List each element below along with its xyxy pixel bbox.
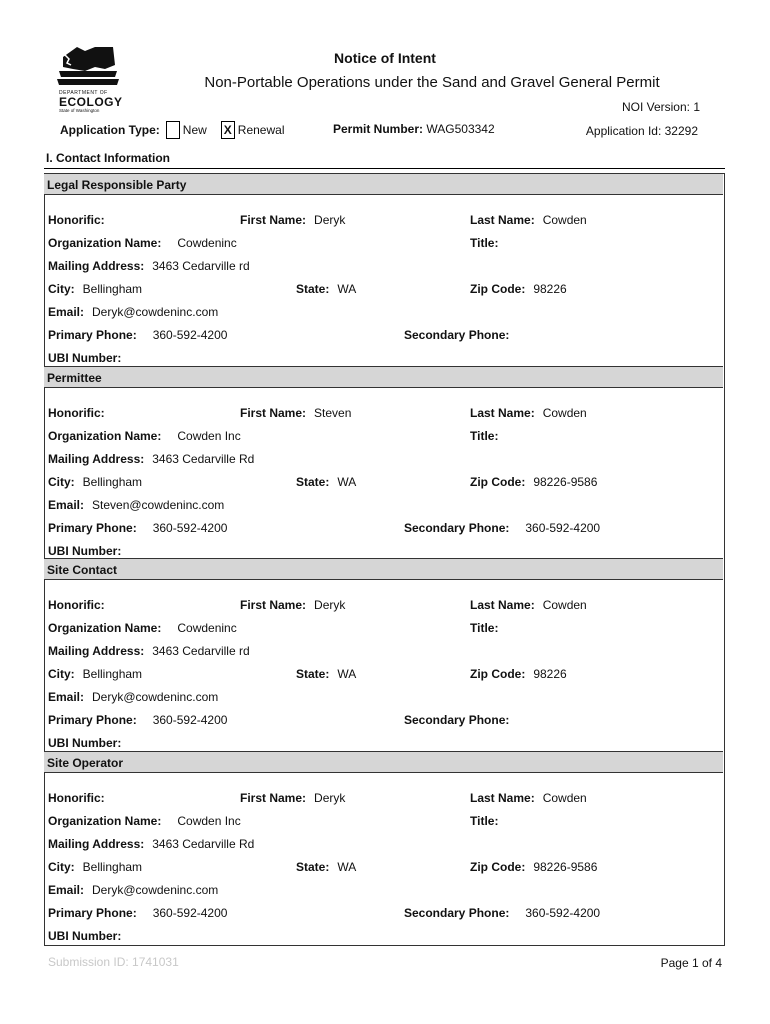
field-ubi bbox=[48, 736, 129, 750]
field-value: Bellingham bbox=[82, 860, 143, 874]
field-label: Organization Name: bbox=[48, 621, 162, 635]
field-label: State: bbox=[296, 282, 330, 296]
application-id: Application Id: 32292 bbox=[585, 124, 698, 138]
renewal-checkbox[interactable]: X bbox=[221, 121, 235, 139]
logo-line2: ECOLOGY bbox=[59, 95, 123, 109]
field-label: Email: bbox=[48, 883, 85, 897]
field-value: Deryk bbox=[314, 598, 346, 612]
field-value: WA bbox=[337, 282, 357, 296]
field-label: City: bbox=[48, 860, 75, 874]
field-mailing bbox=[48, 644, 250, 658]
field-label: Honorific: bbox=[48, 791, 105, 805]
field-label: Organization Name: bbox=[48, 814, 162, 828]
field-value: 3463 Cedarville Rd bbox=[152, 837, 255, 851]
permit-number-label: Permit Number: bbox=[333, 122, 424, 136]
field-label: City: bbox=[48, 667, 75, 681]
field-label: Title: bbox=[470, 236, 499, 250]
field-label: Email: bbox=[48, 690, 85, 704]
field-value: Cowdeninc bbox=[177, 621, 237, 635]
field-title bbox=[470, 621, 506, 635]
field-label: State: bbox=[296, 667, 330, 681]
field-honorific bbox=[48, 406, 113, 420]
field-ubi bbox=[48, 544, 129, 558]
page-number: Page 1 of 4 bbox=[660, 956, 722, 970]
section-heading: Legal Responsible Party bbox=[44, 173, 723, 195]
field-label: Primary Phone: bbox=[48, 328, 137, 342]
field-zip bbox=[470, 282, 567, 296]
field-last-name bbox=[470, 406, 587, 420]
field-title bbox=[470, 236, 506, 250]
field-city bbox=[48, 475, 142, 489]
application-type-label: Application Type: bbox=[60, 123, 160, 137]
field-zip bbox=[470, 475, 597, 489]
field-email bbox=[48, 305, 218, 319]
field-label: Title: bbox=[470, 621, 499, 635]
field-value: 3463 Cedarville rd bbox=[152, 644, 250, 658]
field-label: First Name: bbox=[240, 406, 307, 420]
field-label: Email: bbox=[48, 305, 85, 319]
field-value: Bellingham bbox=[82, 282, 143, 296]
field-primary-phone bbox=[48, 906, 227, 920]
field-email bbox=[48, 690, 218, 704]
field-title bbox=[470, 814, 506, 828]
field-label: Zip Code: bbox=[470, 667, 526, 681]
field-last-name bbox=[470, 791, 587, 805]
field-label: Last Name: bbox=[470, 598, 535, 612]
field-value: 98226 bbox=[533, 667, 567, 681]
field-title bbox=[470, 429, 506, 443]
field-label: Secondary Phone: bbox=[404, 713, 510, 727]
renewal-option-label: Renewal bbox=[237, 123, 285, 137]
noi-version: NOI Version: 1 bbox=[621, 100, 700, 114]
field-value: Deryk@cowdeninc.com bbox=[92, 690, 219, 704]
field-last-name bbox=[470, 598, 587, 612]
field-value: Bellingham bbox=[82, 667, 143, 681]
field-city bbox=[48, 667, 142, 681]
field-label: Last Name: bbox=[470, 791, 535, 805]
field-label: Primary Phone: bbox=[48, 713, 137, 727]
field-value: 360-592-4200 bbox=[525, 521, 601, 535]
field-organization bbox=[48, 814, 241, 828]
field-value: 360-592-4200 bbox=[152, 328, 228, 342]
field-mailing bbox=[48, 452, 254, 466]
section-divider bbox=[44, 168, 725, 169]
field-value: 98226-9586 bbox=[533, 860, 598, 874]
field-first-name bbox=[240, 406, 351, 420]
logo-line1: DEPARTMENT OF bbox=[59, 90, 108, 96]
field-first-name bbox=[240, 598, 345, 612]
field-value: Deryk@cowdeninc.com bbox=[92, 305, 219, 319]
field-label: Email: bbox=[48, 498, 85, 512]
logo-line3: State of Washington bbox=[59, 108, 100, 113]
field-value: WA bbox=[337, 475, 357, 489]
field-label: Secondary Phone: bbox=[404, 521, 510, 535]
field-value: Cowden bbox=[542, 213, 587, 227]
field-label: Title: bbox=[470, 429, 499, 443]
field-label: First Name: bbox=[240, 598, 307, 612]
field-value: 360-592-4200 bbox=[152, 713, 228, 727]
field-secondary-phone bbox=[404, 521, 600, 535]
field-state bbox=[296, 860, 356, 874]
logo-text bbox=[59, 90, 124, 113]
field-organization bbox=[48, 236, 237, 250]
field-first-name bbox=[240, 791, 345, 805]
field-label: Mailing Address: bbox=[48, 259, 145, 273]
field-value: 3463 Cedarville Rd bbox=[152, 452, 255, 466]
field-value: 360-592-4200 bbox=[152, 906, 228, 920]
field-label: Zip Code: bbox=[470, 475, 526, 489]
field-organization bbox=[48, 621, 237, 635]
field-value: Cowdeninc bbox=[177, 236, 237, 250]
field-value: Steven bbox=[314, 406, 352, 420]
field-label: Honorific: bbox=[48, 213, 105, 227]
field-organization bbox=[48, 429, 241, 443]
field-label: Zip Code: bbox=[470, 860, 526, 874]
new-checkbox[interactable] bbox=[166, 121, 180, 139]
field-value: 98226 bbox=[533, 282, 567, 296]
field-label: Honorific: bbox=[48, 406, 105, 420]
field-label: Secondary Phone: bbox=[404, 906, 510, 920]
field-honorific bbox=[48, 213, 113, 227]
submission-id: Submission ID: 1741031 bbox=[48, 955, 179, 969]
field-value: 360-592-4200 bbox=[525, 906, 601, 920]
field-state bbox=[296, 282, 356, 296]
section-heading: Permittee bbox=[44, 366, 723, 388]
field-label: Organization Name: bbox=[48, 236, 162, 250]
field-value: Steven@cowdeninc.com bbox=[92, 498, 225, 512]
field-label: UBI Number: bbox=[48, 544, 122, 558]
field-primary-phone bbox=[48, 328, 227, 342]
field-zip bbox=[470, 667, 567, 681]
field-ubi bbox=[48, 929, 129, 943]
field-label: Secondary Phone: bbox=[404, 328, 510, 342]
field-label: UBI Number: bbox=[48, 929, 122, 943]
field-label: First Name: bbox=[240, 213, 307, 227]
field-label: Title: bbox=[470, 814, 499, 828]
field-label: Mailing Address: bbox=[48, 452, 145, 466]
field-secondary-phone bbox=[404, 906, 600, 920]
field-city bbox=[48, 282, 142, 296]
field-first-name bbox=[240, 213, 345, 227]
field-last-name bbox=[470, 213, 587, 227]
field-label: Zip Code: bbox=[470, 282, 526, 296]
section-heading: Site Contact bbox=[44, 558, 723, 580]
document-title: Notice of Intent bbox=[334, 50, 436, 66]
field-email bbox=[48, 883, 218, 897]
field-label: First Name: bbox=[240, 791, 307, 805]
field-primary-phone bbox=[48, 713, 227, 727]
field-label: UBI Number: bbox=[48, 351, 122, 365]
field-ubi bbox=[48, 351, 129, 365]
new-option-label: New bbox=[182, 123, 207, 137]
field-label: Primary Phone: bbox=[48, 521, 137, 535]
field-state bbox=[296, 667, 356, 681]
field-value: Deryk@cowdeninc.com bbox=[92, 883, 219, 897]
field-value: 360-592-4200 bbox=[152, 521, 228, 535]
field-value: Cowden bbox=[542, 791, 587, 805]
field-honorific bbox=[48, 791, 113, 805]
field-secondary-phone bbox=[404, 713, 525, 727]
field-email bbox=[48, 498, 224, 512]
field-value: WA bbox=[337, 667, 357, 681]
field-value: Bellingham bbox=[82, 475, 143, 489]
field-mailing bbox=[48, 259, 250, 273]
field-label: UBI Number: bbox=[48, 736, 122, 750]
field-label: City: bbox=[48, 475, 75, 489]
field-secondary-phone bbox=[404, 328, 525, 342]
document-subtitle: Non-Portable Operations under the Sand and Gravel General Permit bbox=[204, 74, 660, 91]
field-label: Honorific: bbox=[48, 598, 105, 612]
field-label: Last Name: bbox=[470, 406, 535, 420]
section-heading: Site Operator bbox=[44, 751, 723, 773]
field-city bbox=[48, 860, 142, 874]
field-zip bbox=[470, 860, 597, 874]
field-value: Cowden Inc bbox=[177, 814, 241, 828]
field-state bbox=[296, 475, 356, 489]
field-label: Mailing Address: bbox=[48, 837, 145, 851]
application-type bbox=[60, 121, 299, 139]
field-value: 3463 Cedarville rd bbox=[152, 259, 250, 273]
permit-number bbox=[333, 122, 495, 136]
field-mailing bbox=[48, 837, 254, 851]
field-primary-phone bbox=[48, 521, 227, 535]
field-value: Cowden Inc bbox=[177, 429, 241, 443]
field-value: 98226-9586 bbox=[533, 475, 598, 489]
field-label: Mailing Address: bbox=[48, 644, 145, 658]
field-value: Cowden bbox=[542, 598, 587, 612]
permit-number-value: WAG503342 bbox=[426, 122, 495, 136]
field-label: Organization Name: bbox=[48, 429, 162, 443]
field-value: WA bbox=[337, 860, 357, 874]
field-label: State: bbox=[296, 860, 330, 874]
field-value: Deryk bbox=[314, 791, 346, 805]
field-honorific bbox=[48, 598, 113, 612]
section-title: I. Contact Information bbox=[46, 151, 170, 165]
field-label: Last Name: bbox=[470, 213, 535, 227]
field-label: State: bbox=[296, 475, 330, 489]
field-value: Cowden bbox=[542, 406, 587, 420]
field-value: Deryk bbox=[314, 213, 346, 227]
field-label: City: bbox=[48, 282, 75, 296]
field-label: Primary Phone: bbox=[48, 906, 137, 920]
